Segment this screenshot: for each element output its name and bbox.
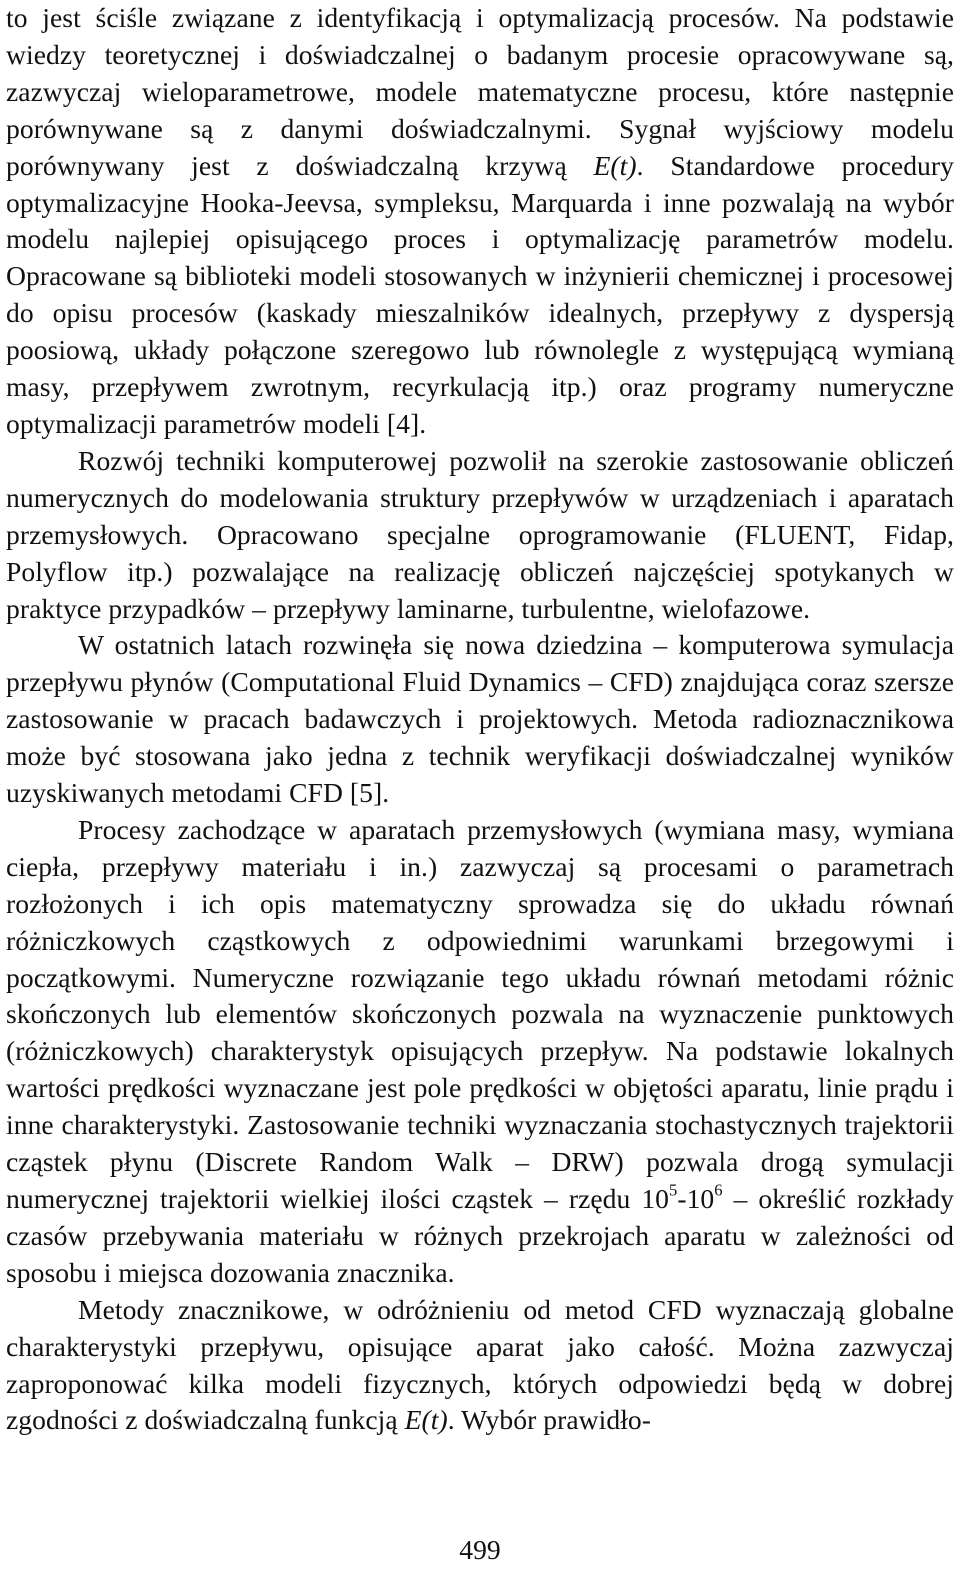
p5-seg-0: Metody znacznikowe, w odróżnieniu od metod CFD wyznaczają globalne charakterystyki przepływu, opisujące aparat jako całość. Można zazwyczaj zaproponować kilka modeli fizycznych, których odpowiedzi będą w dobrej zgodności z doświadczalną funkcją — [6, 1293, 954, 1436]
p5-seg-1-italic: E(t) — [404, 1404, 448, 1436]
p5-seg-2: . Wybór prawidło- — [447, 1404, 651, 1436]
paragraph-3 — [6, 627, 954, 812]
p3-seg-0: W ostatnich latach rozwinęła się nowa dziedzina – komputerowa symulacja przepływu płynów (Computational Fluid Dynamics – CFD) znajdująca coraz szersze zastosowanie w pracach badawczych i projektowych. Metoda radioznacznikowa może być stosowana jako jedna z technik weryfikacji doświadczalnej wyników uzyskiwanych metodami CFD [5]. — [6, 629, 954, 809]
p4-seg-4: – określić rozkłady czasów przebywania materiału w różnych przekrojach aparatu w zależności od sposobu i miejsca dozowania znacznika. — [6, 1183, 954, 1288]
body-text — [6, 0, 954, 1439]
page-number: 499 — [459, 1534, 501, 1565]
document-page — [6, 0, 954, 1578]
p1-seg-1-italic: E(t) — [593, 149, 637, 181]
p2-seg-0: Rozwój techniki komputerowej pozwolił na szerokie zastosowanie obliczeń numerycznych do modelowania struktury przepływów w urządzeniach i aparatach przemysłowych. Opracowano specjalne oprogramowanie (FLUENT, Fidap, Polyflow itp.) pozwalające na realizację obliczeń najczęściej spotykanych w praktyce przypadków – przepływy laminarne, turbulentne, wielofazowe. — [6, 444, 954, 624]
paragraph-5 — [6, 1292, 954, 1440]
paragraph-4 — [6, 812, 954, 1292]
p1-seg-2: . Standardowe procedury optymalizacyjne Hooka-Jeevsa, sympleksu, Marquarda i inne pozwalają na wybór modelu najlepiej opisującego proces i optymalizację parametrów modelu. Opracowane są biblioteki modeli stosowanych w inżynierii chemicznej i procesowej do opisu procesów (kaskady mieszalników idealnych, przepływy z dyspersją poosiową, układy połączone szeregowo lub równolegle z występującą wymianą masy, przepływem zwrotnym, recyrkulacją itp.) oraz programy numeryczne optymalizacji parametrów modeli [4]. — [6, 149, 954, 439]
p4-seg-0: Procesy zachodzące w aparatach przemysłowych (wymiana masy, wymiana ciepła, przepływy materiału i in.) zazwyczaj są procesami o parametrach rozłożonych i ich opis matematyczny sprowadza się do układu równań różniczkowych cząstkowych z odpowiednimi warunkami brzegowymi i początkowymi. Numeryczne rozwiązanie tego układu równań metodami różnic skończonych lub elementów skończonych pozwala na wyznaczenie punktowych (różniczkowych) charakterystyk opisujących przepływ. Na podstawie lokalnych wartości prędkości wyznaczane jest pole prędkości w objętości aparatu, linie prądu i inne charakterystyki. Zastosowanie techniki wyznaczania stochastycznych trajektorii cząstek płynu (Discrete Random Walk – DRW) pozwala drogą symulacji numerycznej trajektorii wielkiej ilości cząstek – rzędu 10 — [6, 813, 954, 1214]
p1-seg-0: to jest ściśle związane z identyfikacją i optymalizacją procesów. Na podstawie wiedzy teoretycznej i doświadczalnej o badanym procesie opracowywane są, zazwyczaj wieloparametrowe, modele matematyczne procesu, które następnie porównywane są z danymi doświadczalnymi. Sygnał wyjściowy modelu porównywany jest z doświadczalną krzywą — [6, 2, 954, 181]
p4-seg-2: -10 — [677, 1183, 715, 1214]
p4-seg-3-sup: 6 — [714, 1180, 723, 1200]
paragraph-2 — [6, 443, 954, 628]
paragraph-1 — [6, 0, 954, 443]
p4-seg-1-sup: 5 — [669, 1180, 678, 1200]
